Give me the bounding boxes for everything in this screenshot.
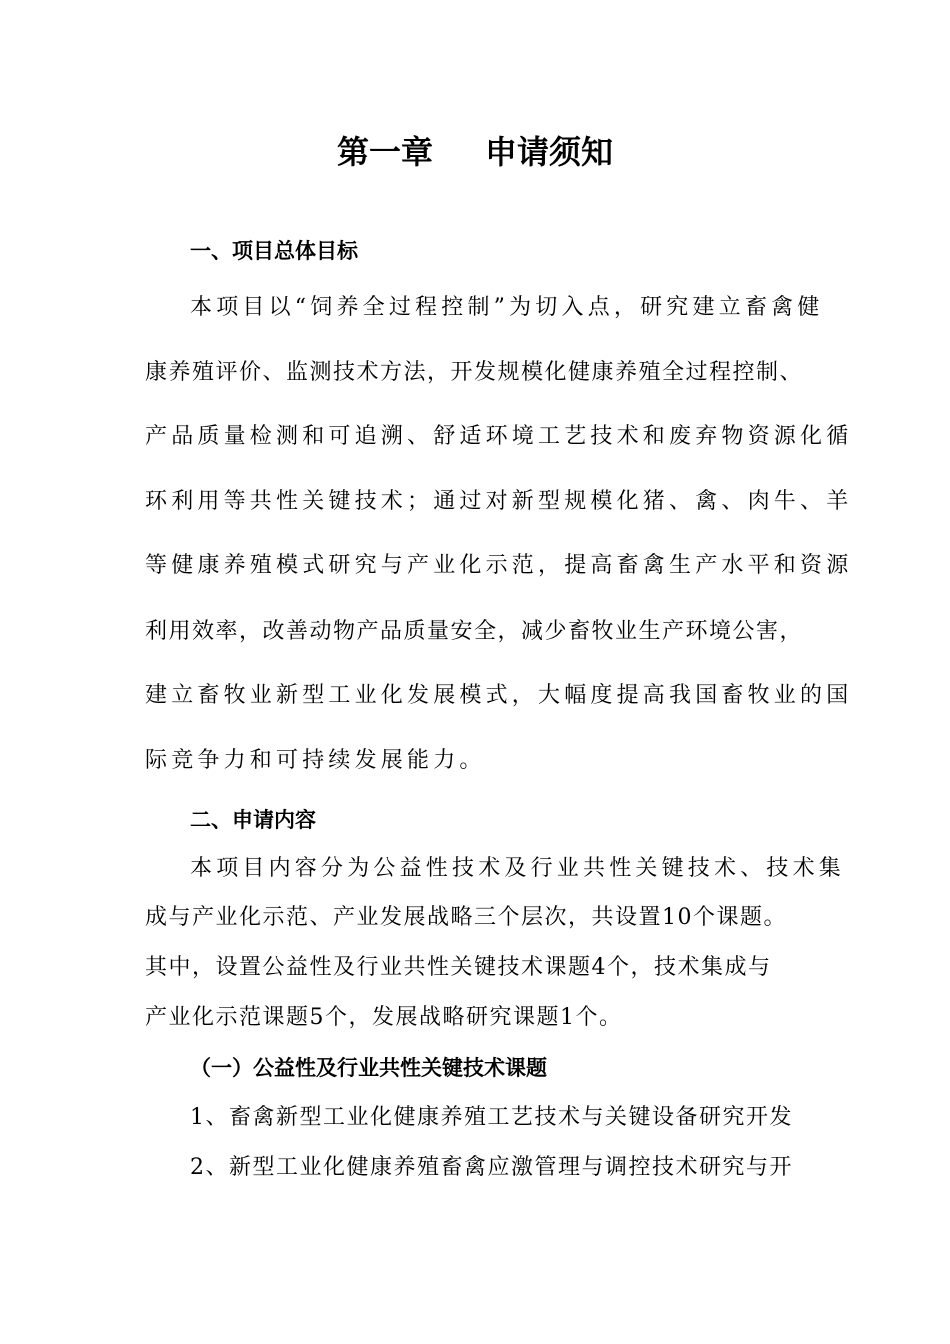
paragraph-line: 环利用等共性关键技术；通过对新型规模化猪、禽、肉牛、羊 <box>145 489 853 514</box>
paragraph-line: 本项目内容分为公益性技术及行业共性关键技术、技术集 <box>190 856 846 881</box>
paragraph-line: 产业化示范课题5个，发展战略研究课题1个。 <box>145 1005 623 1030</box>
list-item: 2、新型工业化健康养殖畜禽应激管理与调控技术研究与开 <box>190 1155 793 1180</box>
paragraph-line: 其中，设置公益性及行业共性关键技术课题4个，技术集成与 <box>145 955 772 980</box>
section-heading-goals: 一、项目总体目标 <box>190 239 358 263</box>
paragraph-line: 建立畜牧业新型工业化发展模式，大幅度提高我国畜牧业的国 <box>145 683 853 708</box>
paragraph-line: 等健康养殖模式研究与产业化示范，提高畜禽生产水平和资源 <box>145 553 853 578</box>
paragraph-line: 产品质量检测和可追溯、舒适环境工艺技术和废弃物资源化循 <box>145 424 853 449</box>
section-heading-content: 二、申请内容 <box>190 808 316 832</box>
subsection-heading: （一）公益性及行业共性关键技术课题 <box>190 1056 547 1080</box>
list-item: 1、畜禽新型工业化健康养殖工艺技术与关键设备研究开发 <box>190 1105 793 1130</box>
chapter-title <box>0 130 950 174</box>
chapter-number: 第一章 <box>336 133 433 171</box>
paragraph-line: 康养殖评价、监测技术方法，开发规模化健康养殖全过程控制、 <box>145 360 804 385</box>
paragraph-line: 际竞争力和可持续发展能力。 <box>145 748 486 773</box>
chapter-name: 申请须知 <box>485 133 614 171</box>
paragraph-line: 利用效率，改善动物产品质量安全，减少畜牧业生产环境公害， <box>145 619 804 644</box>
paragraph-line: 成与产业化示范、产业发展战略三个层次，共设置10个课题。 <box>145 905 787 930</box>
paragraph-line: 本项目以“饲养全过程控制”为切入点，研究建立畜禽健 <box>190 295 824 320</box>
